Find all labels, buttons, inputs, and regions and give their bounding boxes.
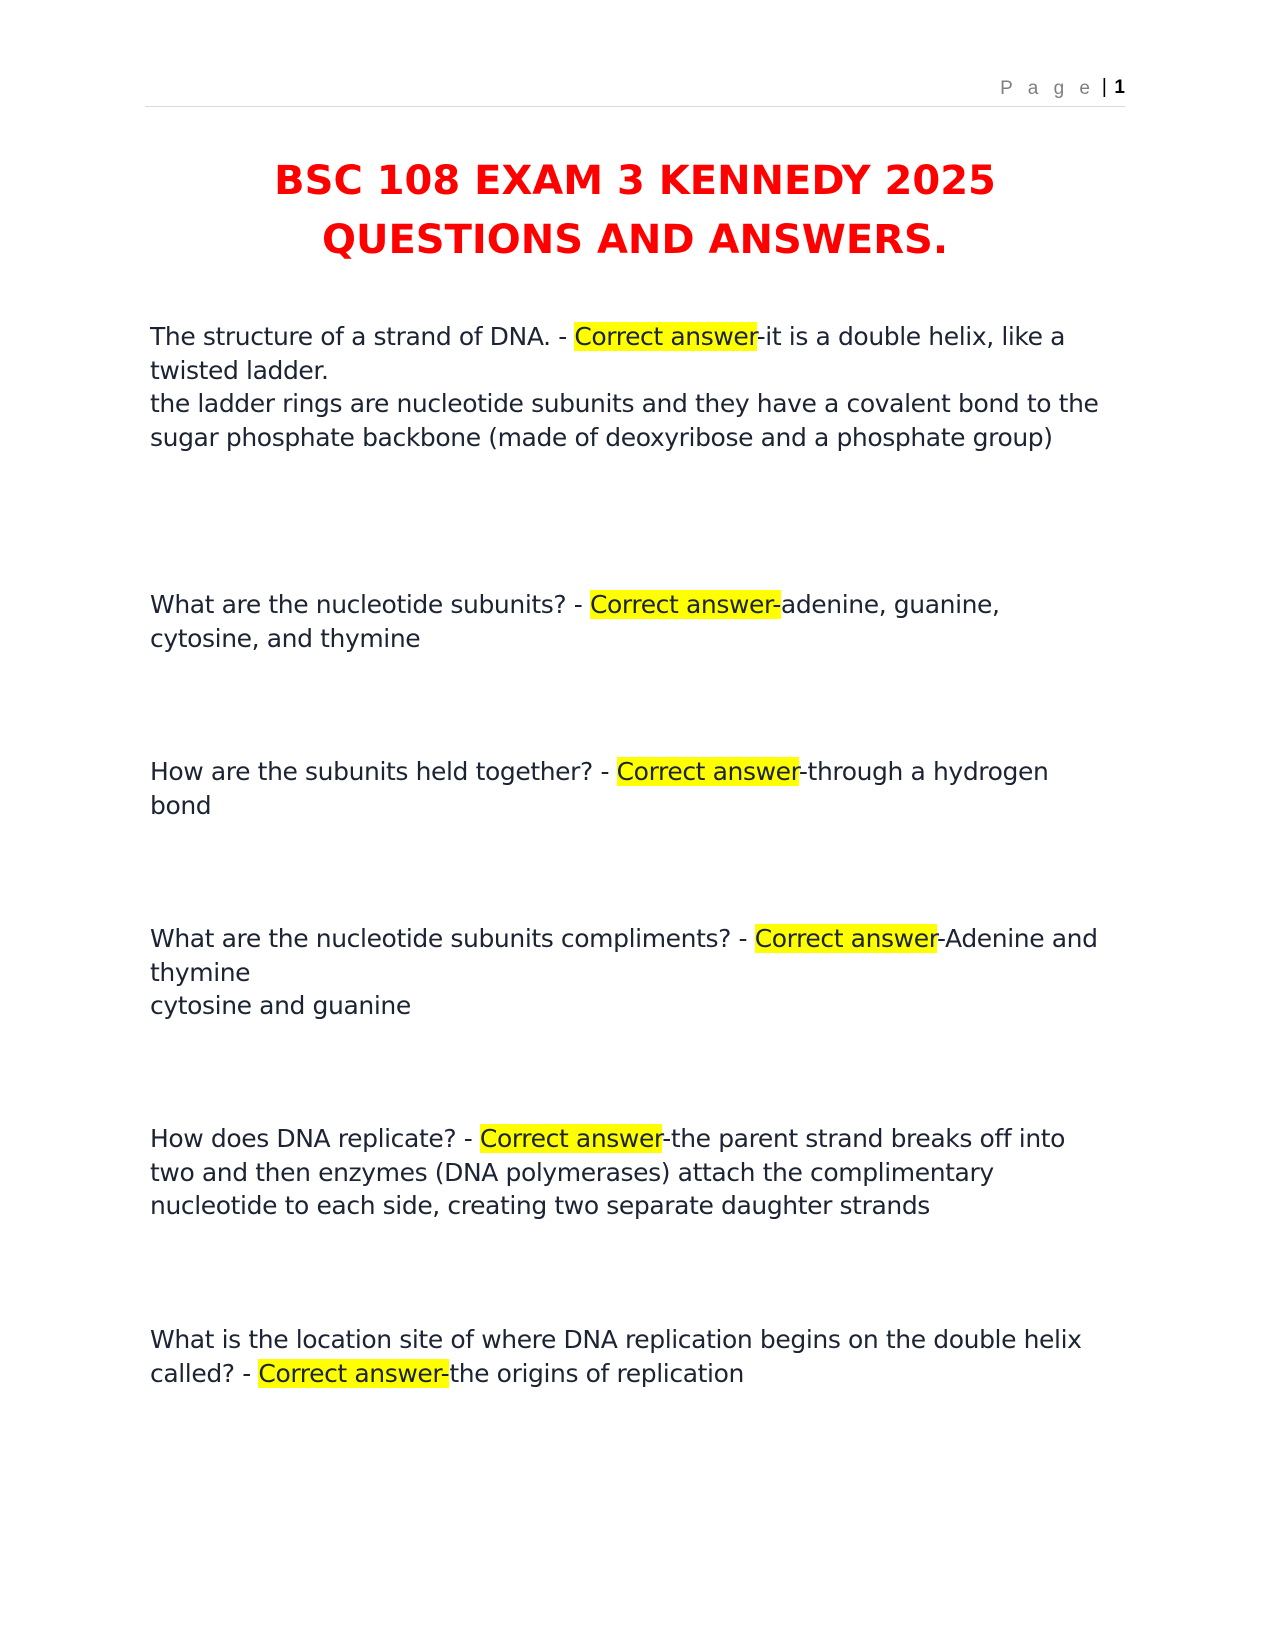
answer-text: the origins of replication xyxy=(449,1358,744,1388)
answer-text: adenine, guanine, cytosine, and thymine xyxy=(150,590,1000,653)
question-text: What is the location site of where DNA replication begins on the double helix called? - xyxy=(150,1325,1082,1388)
correct-answer-highlight: Correct answer- xyxy=(258,1358,450,1388)
qa-text xyxy=(150,320,1105,387)
answer-text: -Adenine and thymine xyxy=(150,924,1098,987)
answer-extra-text: the ladder rings are nucleotide subunits and they have a covalent bond to the sugar phosphate backbone (made of deoxyribose and a phosphate group) xyxy=(150,389,1099,452)
correct-answer-highlight: Correct answer xyxy=(616,757,799,786)
qa-text xyxy=(150,1122,1105,1223)
title-line-1: BSC 108 EXAM 3 KENNEDY 2025 xyxy=(274,158,996,204)
qa-text xyxy=(150,755,1105,822)
title-line-2: QUESTIONS AND ANSWERS. xyxy=(321,217,949,263)
page-label: P a g e xyxy=(1000,78,1095,99)
qa-item xyxy=(150,922,1105,1023)
correct-answer-highlight: Correct answer xyxy=(479,1124,663,1153)
correct-answer-highlight: Correct answer xyxy=(574,322,757,351)
answer-text: -it is a double helix, like a twisted ladder. xyxy=(150,322,1066,385)
qa-text xyxy=(150,1323,1105,1390)
page-number: 1 xyxy=(1114,77,1125,98)
document-title xyxy=(145,152,1125,270)
question-text: How are the subunits held together? - xyxy=(150,757,617,786)
qa-text xyxy=(150,922,1105,989)
answer-text: -through a hydrogen bond xyxy=(150,757,1049,820)
answer-text: -the parent strand breaks off into two and then enzymes (DNA polymerases) attach the complimentary nucleotide to each side, creating two separate daughter strands xyxy=(150,1124,1066,1220)
qa-item xyxy=(150,588,1105,655)
qa-item xyxy=(150,320,1105,454)
qa-item xyxy=(150,1323,1105,1390)
answer-extra-text: cytosine and guanine xyxy=(150,991,411,1020)
correct-answer-highlight: Correct answer- xyxy=(589,590,781,619)
qa-item xyxy=(150,1122,1105,1223)
question-text: What are the nucleotide subunits? - xyxy=(150,590,590,619)
page-separator: | xyxy=(1101,76,1107,98)
qa-item xyxy=(150,755,1105,822)
question-text: What are the nucleotide subunits compliments? - xyxy=(150,924,755,953)
qa-text xyxy=(150,588,1105,655)
question-text: The structure of a strand of DNA. - xyxy=(150,322,575,351)
question-text: How does DNA replicate? - xyxy=(150,1124,480,1153)
correct-answer-highlight: Correct answer xyxy=(754,924,937,953)
page-header xyxy=(145,72,1125,107)
